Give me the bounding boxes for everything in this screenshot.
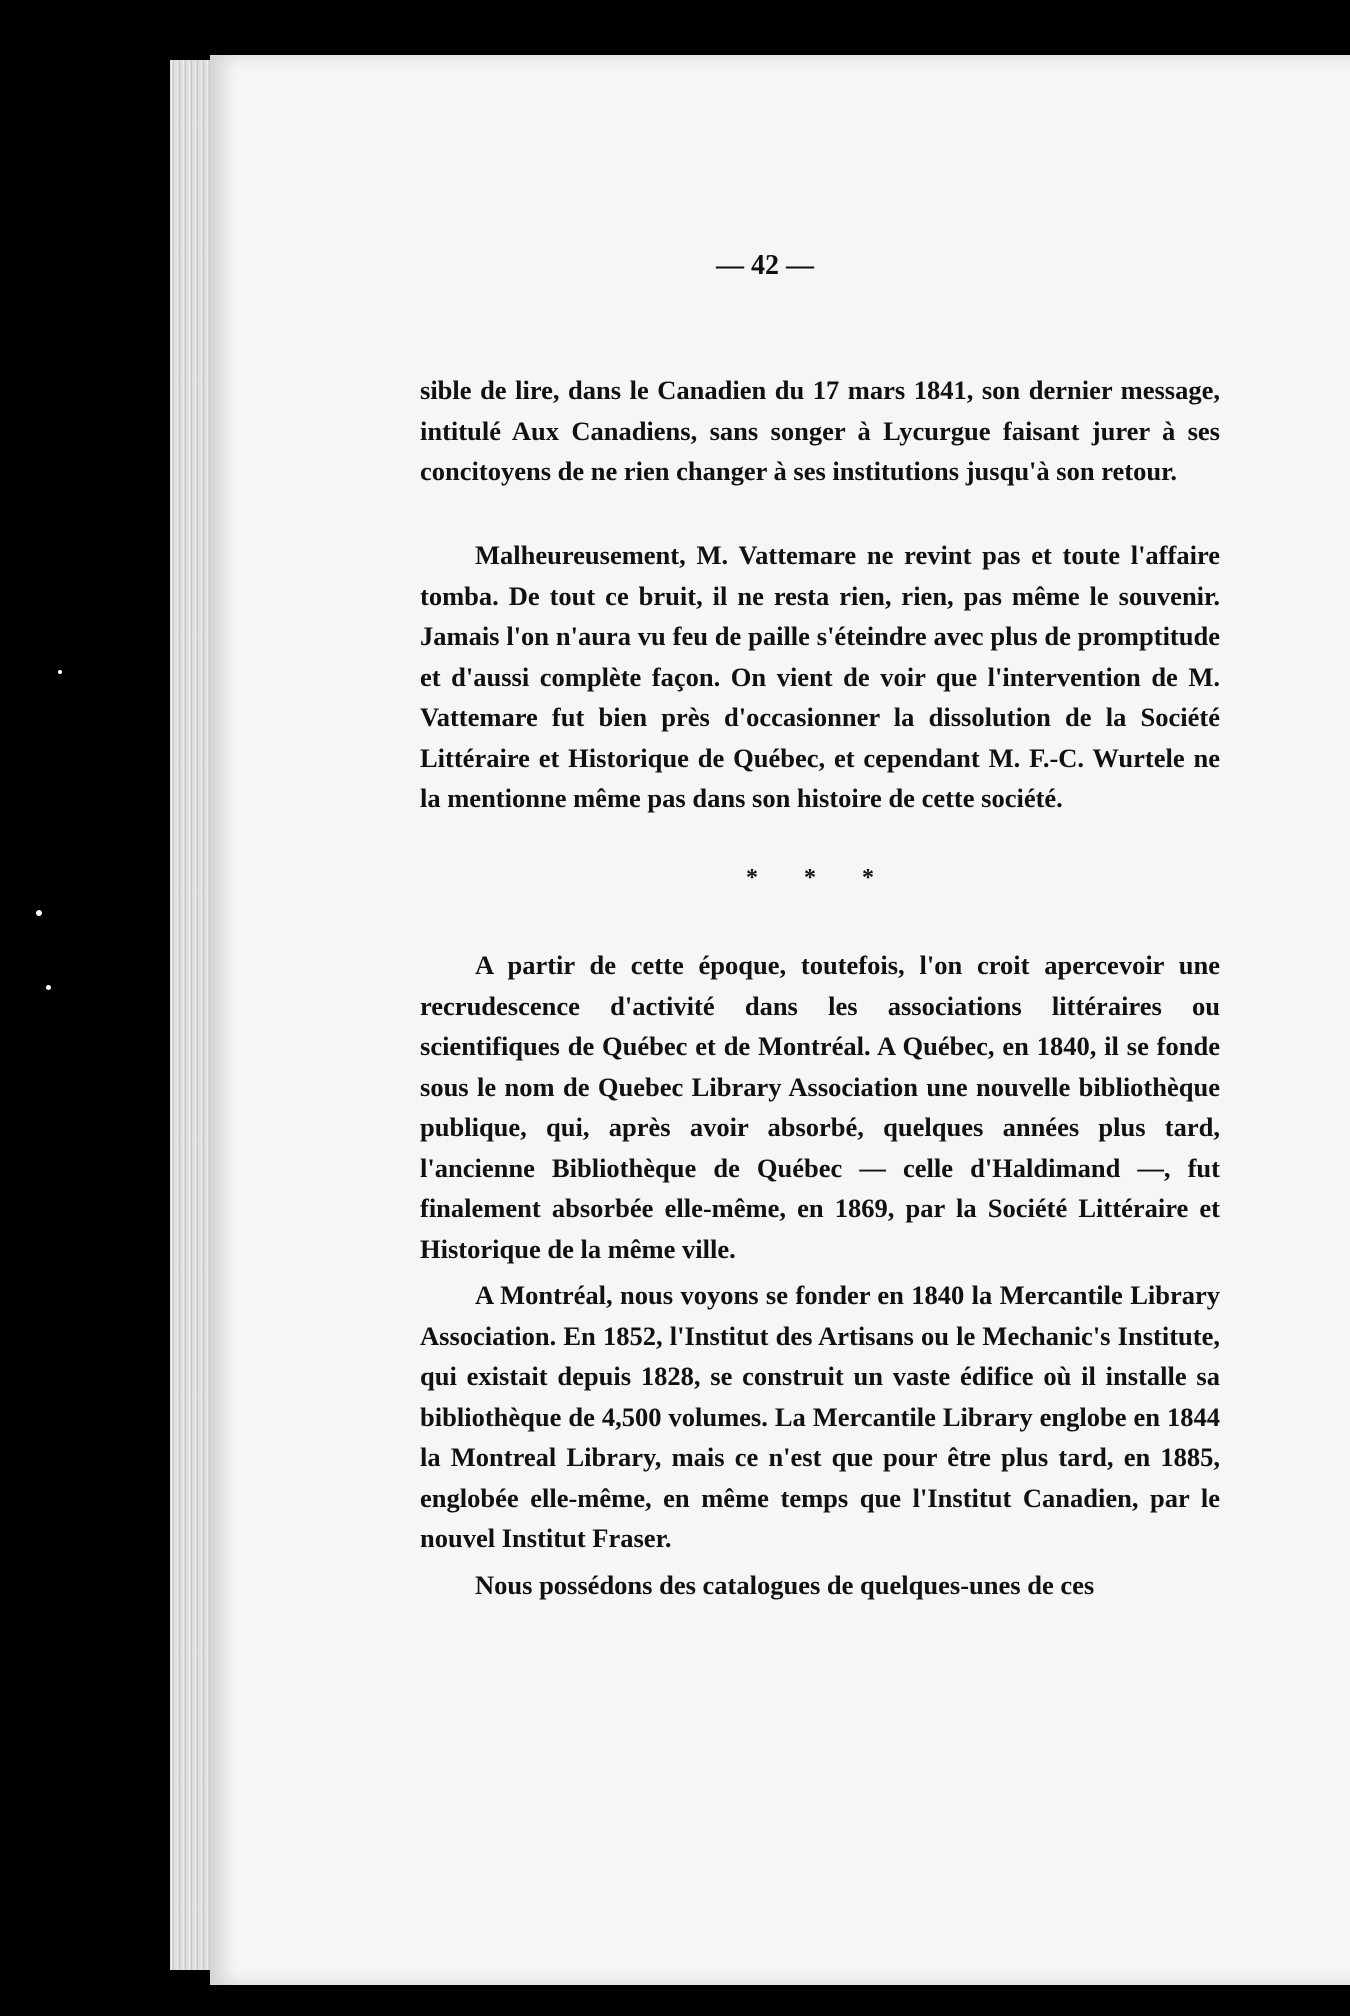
paragraph-1: sible de lire, dans le Canadien du 17 mars 1841, son dernier message, intitulé Aux Canadiens, sans songer à Lycurgue faisant jurer à ses concitoyens de ne rien changer à ses institutions jusqu'à son retour. — [420, 375, 1220, 486]
section-separator: * * * — [746, 865, 894, 891]
scan-speck — [58, 670, 62, 674]
paragraph-2: Malheureusement, M. Vattemare ne revint pas et toute l'affaire tomba. De tout ce bruit, il ne resta rien, rien, pas même le souvenir. Jamais l'on n'aura vu feu de paille s'éteindre avec plus de promptitude et d'aussi complète façon. On vient de voir que l'intervention de M. Vattemare fut bien près d'occasionner la dissolution de la Société Littéraire et Historique de Québec, et cependant M. F.-C. Wurtele ne la mentionne même pas dans son histoire de cette société. — [420, 540, 1220, 813]
scan-speck — [46, 985, 51, 990]
paragraph-5: Nous possédons des catalogues de quelques-unes de ces — [475, 1570, 1095, 1600]
scan-speck — [36, 910, 42, 916]
page-number: — 42 — — [716, 250, 814, 281]
paragraph-3: A partir de cette époque, toutefois, l'on croit apercevoir une recrudescence d'activité dans les associations littéraires ou scientifiques de Québec et de Montréal. A Québec, en 1840, il se fonde sous le nom de Quebec Library Association une nouvelle bibliothèque publique, qui, après avoir absorbé, quelques années plus tard, l'ancienne Bibliothèque de Québec — celle d'Haldimand —, fut finalement absorbée elle-même, en 1869, par la Société Littéraire et Historique de la même ville. — [420, 950, 1220, 1264]
paragraph-4: A Montréal, nous voyons se fonder en 1840 la Mercantile Library Association. En 1852, l'Institut des Artisans ou le Mechanic's Institute, qui existait depuis 1828, se construit un vaste édifice où il installe sa bibliothèque de 4,500 volumes. La Mercantile Library englobe en 1844 la Montreal Library, mais ce n'est que pour être plus tard, en 1885, englobée elle-même, en même temps que l'Institut Canadien, par le nouvel Institut Fraser. — [420, 1280, 1220, 1553]
